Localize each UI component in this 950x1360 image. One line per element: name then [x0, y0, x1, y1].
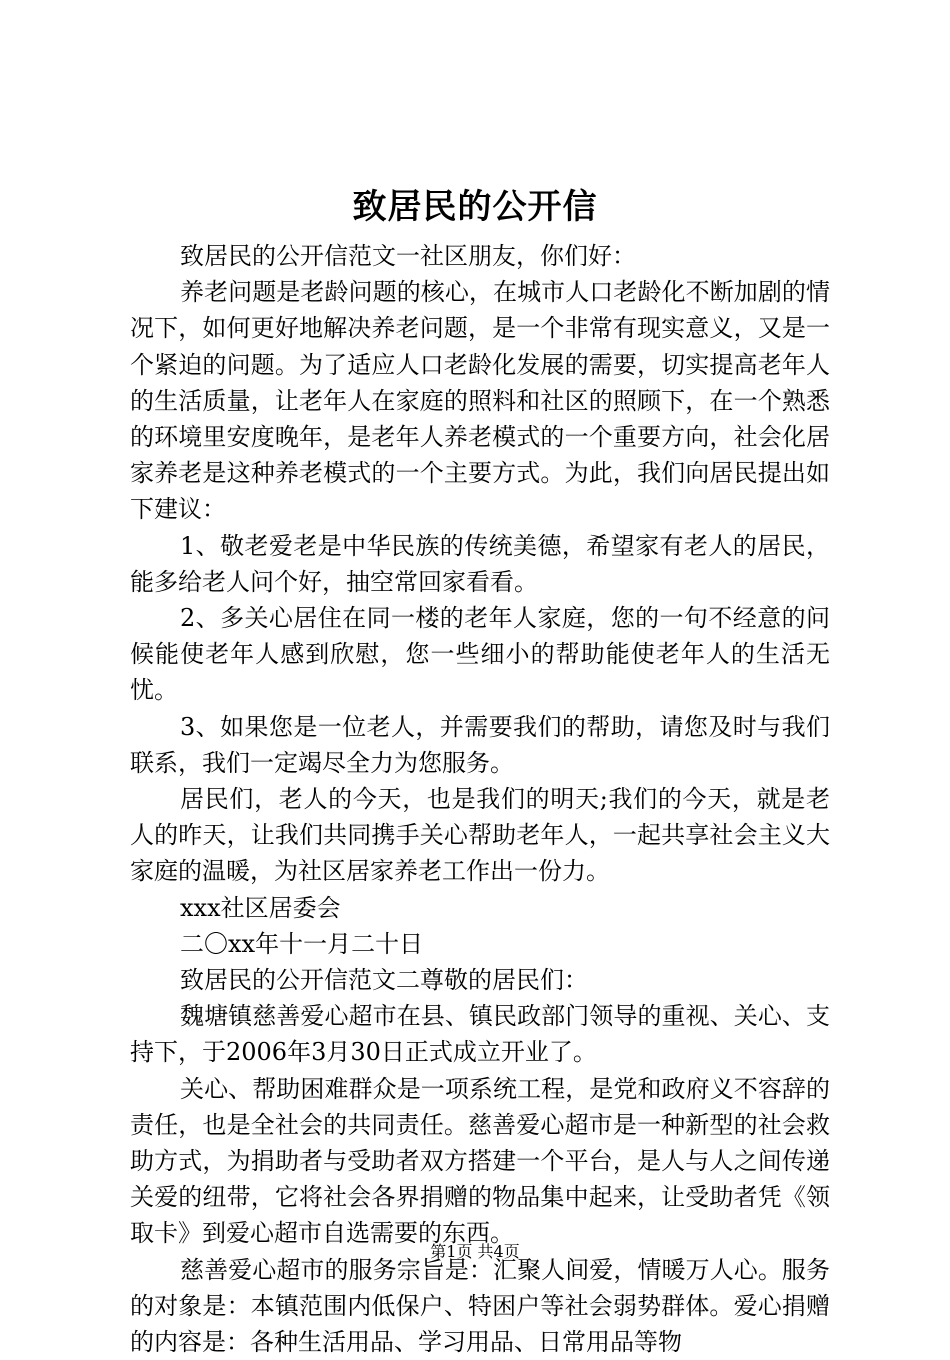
signature-date: 二〇xx年十一月二十日	[180, 929, 424, 958]
paragraph-supermarket-service: 慈善爱心超市的服务宗旨是：汇聚人间爱，情暖万人心。服务的对象是：本镇范围内低保户、特困户等社会弱势群体。爱心捐赠的内容是：各种生活用品、学习用品、日常用品等物	[130, 1255, 830, 1357]
paragraph-greeting-1: 致居民的公开信范文一社区朋友，你们好：	[180, 242, 636, 270]
paragraph-closing: 居民们，老人的今天，也是我们的明天;我们的今天，就是老人的昨天，让我们共同携手关心帮助老年人，一起共享社会主义大家庭的温暖，为社区居家养老工作出一份力。	[130, 785, 830, 886]
document-title: 致居民的公开信	[352, 187, 598, 227]
signature-committee: xxx社区居委会	[180, 893, 341, 922]
page-number: 第1页 共4页	[430, 1242, 520, 1261]
paragraph-suggestion-2: 2、多关心居住在同一楼的老年人家庭，您的一句不经意的问候能使老年人感到欣慰，您一些细小的帮助能使老年人的生活无忧。	[130, 604, 830, 705]
paragraph-suggestion-1: 1、敬老爱老是中华民族的传统美德，希望家有老人的居民，能多给老人问个好，抽空常回家看看。	[130, 531, 830, 596]
paragraph-supermarket-opening: 魏塘镇慈善爱心超市在县、镇民政部门领导的重视、关心、支持下，于2006年3月30日正式成立开业了。	[130, 1002, 830, 1067]
document-body	[130, 238, 830, 1360]
paragraph-intro: 养老问题是老龄问题的核心，在城市人口老龄化不断加剧的情况下，如何更好地解决养老问题，是一个非常有现实意义，又是一个紧迫的问题。为了适应人口老龄化发展的需要，切实提高老年人的生活质量，让老年人在家庭的照料和社区的照顾下，在一个熟悉的环境里安度晚年，是老年人养老模式的一个重要方向，社会化居家养老是这种养老模式的一个主要方式。为此，我们向居民提出如下建议：	[130, 278, 830, 524]
paragraph-supermarket-purpose: 关心、帮助困难群众是一项系统工程，是党和政府义不容辞的责任，也是全社会的共同责任。慈善爱心超市是一种新型的社会救助方式，为捐助者与受助者双方搭建一个平台，是人与人之间传递关爱的纽带，它将社会各界捐赠的物品集中起来，让受助者凭《领取卡》到爱心超市自选需要的东西。	[130, 1074, 830, 1248]
paragraph-suggestion-3: 3、如果您是一位老人，并需要我们的帮助，请您及时与我们联系，我们一定竭尽全力为您服务。	[130, 712, 830, 777]
paragraph-greeting-2: 致居民的公开信范文二尊敬的居民们：	[180, 966, 588, 995]
